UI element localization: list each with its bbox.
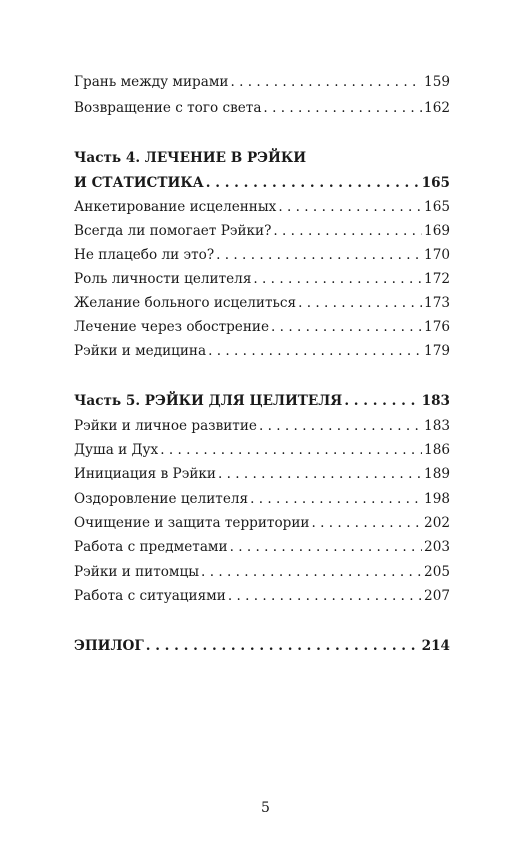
- dot-leader: [201, 562, 422, 582]
- toc-entry-title: Рэйки и личное развитие: [74, 418, 257, 434]
- dot-leader: [250, 489, 422, 509]
- toc-entry-page: 172: [424, 271, 450, 287]
- dot-leader: [278, 197, 422, 217]
- epilogue-entry: [74, 636, 450, 656]
- part4-heading-line2: И СТАТИСТИКА: [74, 175, 204, 191]
- toc-entry-title: Душа и Дух: [74, 442, 159, 458]
- toc-entry: [74, 269, 450, 289]
- toc-entry: [74, 586, 450, 606]
- toc-entry-title: Рэйки и питомцы: [74, 564, 200, 580]
- part5-page: 183: [421, 393, 450, 409]
- toc-entry: [74, 489, 450, 509]
- toc-entry: [74, 440, 450, 460]
- dot-leader: [311, 513, 422, 533]
- toc-entry: [74, 537, 450, 557]
- toc-entry: [74, 562, 450, 582]
- toc-entry-page: 183: [424, 418, 450, 434]
- toc-entry-title: Оздоровление целителя: [74, 491, 249, 507]
- dot-leader: [259, 416, 422, 436]
- toc-entry: [74, 341, 450, 361]
- toc-entry-title: Работа с предметами: [74, 539, 228, 555]
- toc-entry-title: Анкетирование исцеленных: [74, 199, 277, 215]
- toc-entry-page: 202: [424, 515, 450, 531]
- toc-entry: [74, 98, 450, 118]
- toc-entry-page: 198: [424, 491, 450, 507]
- toc-entry: [74, 464, 450, 484]
- toc-entry: [74, 221, 450, 241]
- part4-page: 165: [421, 175, 450, 191]
- toc-entry: [74, 513, 450, 533]
- dot-leader: [230, 537, 422, 557]
- toc-entry-title: Рэйки и медицина: [74, 343, 207, 359]
- dot-leader: [160, 440, 422, 460]
- toc-entry-page: 170: [424, 247, 450, 263]
- toc-entry-page: 169: [424, 223, 450, 239]
- toc-entry-title: Всегда ли помогает Рэйки?: [74, 223, 272, 239]
- dot-leader: [298, 293, 422, 313]
- part4-heading-line1: Часть 4. ЛЕЧЕНИЕ В РЭЙКИ: [74, 150, 307, 166]
- dot-leader: [208, 341, 422, 361]
- epilogue-title: ЭПИЛОГ: [74, 638, 144, 654]
- toc-entry-title: Инициация в Рэйки: [74, 466, 216, 482]
- toc-entry: [74, 293, 450, 313]
- dot-leader: [263, 98, 422, 118]
- toc-entry-title: Лечение через обострение: [74, 319, 270, 335]
- toc-entry-page: 189: [424, 466, 450, 482]
- dot-leader: [253, 269, 422, 289]
- toc-entry: [74, 197, 450, 217]
- toc-entry: [74, 72, 450, 92]
- toc-entry: [74, 317, 450, 337]
- part4-heading: [74, 173, 450, 193]
- dot-leader: [344, 391, 419, 411]
- toc-entry-title: Не плацебо ли это?: [74, 247, 215, 263]
- toc-entry-page: 173: [424, 295, 450, 311]
- toc-entry: [74, 416, 450, 436]
- toc-entry-title: Работа с ситуациями: [74, 588, 226, 604]
- toc-entry-page: 176: [424, 319, 450, 335]
- toc-entry-page: 207: [424, 588, 450, 604]
- dot-leader: [146, 636, 420, 656]
- dot-leader: [218, 464, 422, 484]
- part5-heading-title: Часть 5. РЭЙКИ ДЛЯ ЦЕЛИТЕЛЯ: [74, 393, 343, 409]
- dot-leader: [228, 586, 422, 606]
- page-number: 5: [261, 800, 270, 816]
- toc-entry-title: Очищение и защита территории: [74, 515, 310, 531]
- toc-entry-page: 159: [424, 74, 450, 90]
- toc-entry-page: 165: [424, 199, 450, 215]
- toc-entry-title: Желание больного исцелиться: [74, 295, 297, 311]
- dot-leader: [216, 245, 422, 265]
- toc-entry-page: 203: [424, 539, 450, 555]
- toc-entry-page: 162: [424, 100, 450, 116]
- toc-entry-title: Роль личности целителя: [74, 271, 252, 287]
- dot-leader: [271, 317, 422, 337]
- toc-entry-title: Возвращение с того света: [74, 100, 262, 116]
- epilogue-page: 214: [421, 638, 450, 654]
- toc-entry-page: 205: [424, 564, 450, 580]
- part5-heading: [74, 391, 450, 411]
- toc-entry: [74, 245, 450, 265]
- toc-entry-page: 186: [424, 442, 450, 458]
- dot-leader: [273, 221, 422, 241]
- dot-leader: [206, 173, 420, 193]
- toc-entry-title: Грань между мирами: [74, 74, 229, 90]
- dot-leader: [230, 72, 422, 92]
- toc-entry-page: 179: [424, 343, 450, 359]
